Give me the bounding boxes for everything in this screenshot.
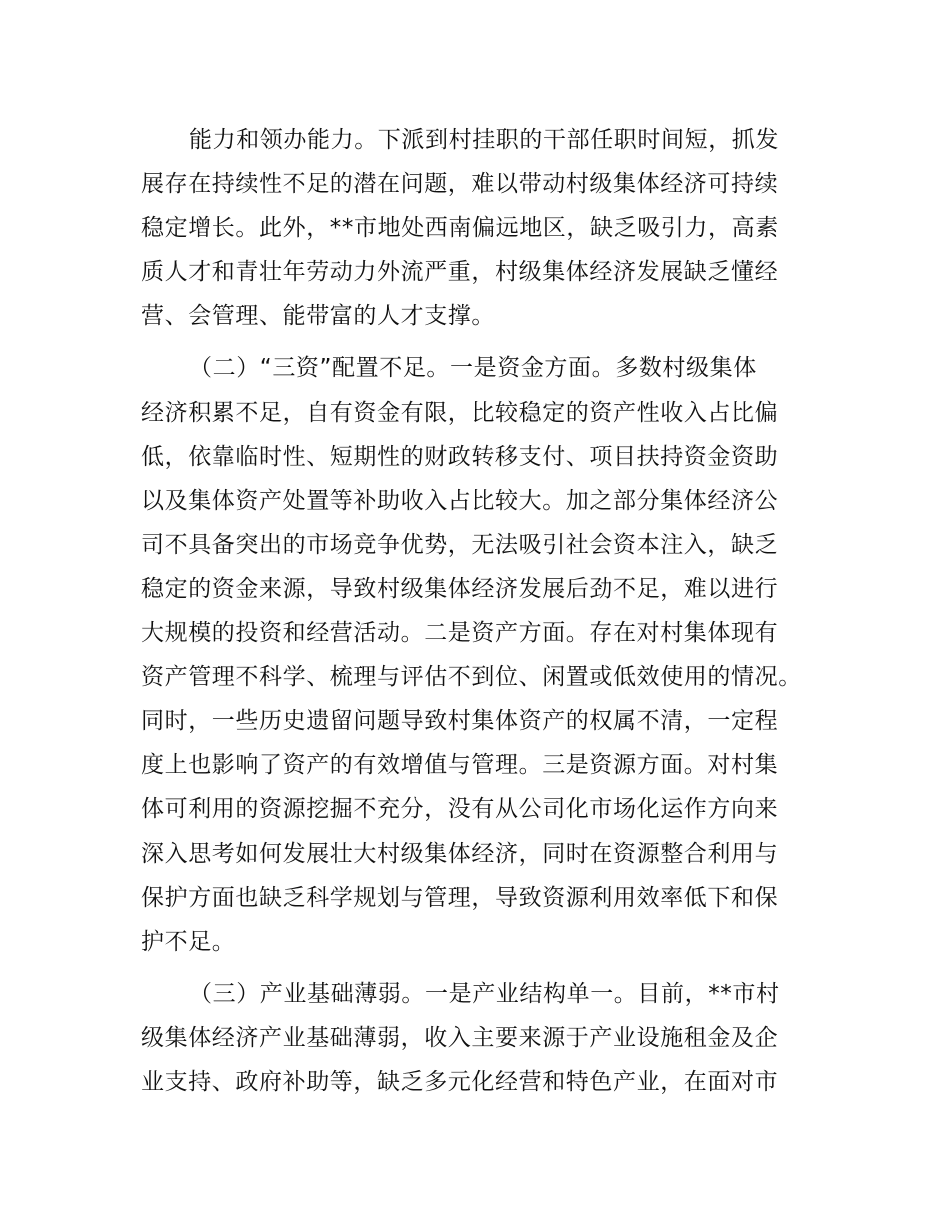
paragraph-industry-foundation (141, 972, 811, 1104)
text-line: 稳定增长。此外，**市地处西南偏远地区，缺乏吸引力，高素 (141, 215, 779, 242)
text-line: 能力和领办能力。下派到村挂职的干部任职时间短，抓发 (189, 127, 779, 153)
text-line: 体可利用的资源挖掘不充分，没有从公司化市场化运作方向来 (141, 796, 779, 823)
text-line: 大规模的投资和经营活动。二是资产方面。存在对村集体现有 (141, 620, 779, 647)
section-heading-line: （三）产业基础薄弱。一是产业结构单一。目前，**市村 (189, 980, 780, 1007)
text-line: 低，依靠临时性、短期性的财政转移支付、项目扶持资金资助 (141, 443, 779, 470)
text-line: 展存在持续性不足的潜在问题，难以带动村级集体经济可持续 (141, 171, 779, 198)
text-line: 营、会管理、能带富的人才支撑。 (141, 303, 495, 330)
paragraph-gap (141, 338, 811, 346)
text-line: 度上也影响了资产的有效增值与管理。三是资源方面。对村集 (141, 752, 779, 779)
text-line: 级集体经济产业基础薄弱，收入主要来源于产业设施租金及企 (141, 1024, 779, 1051)
text-line: 稳定的资金来源，导致村级集体经济发展后劲不足，难以进行 (141, 575, 779, 602)
text-line: 以及集体资产处置等补助收入占比较大。加之部分集体经济公 (141, 487, 779, 514)
text-line: 同时，一些历史遗留问题导致村集体资产的权属不清，一定程 (141, 708, 779, 735)
text-line: 护不足。 (141, 928, 236, 955)
text-line: 深入思考如何发展壮大村级集体经济，同时在资源整合利用与 (141, 840, 779, 867)
text-line: 质人才和青壮年劳动力外流严重，村级集体经济发展缺乏懂经 (141, 259, 779, 286)
paragraph-three-resources (141, 346, 811, 963)
document-body (141, 118, 811, 1104)
paragraph-gap (141, 964, 811, 972)
text-line: 资产管理不科学、梳理与评估不到位、闲置或低效使用的情况。 (141, 664, 802, 691)
text-line: 司不具备突出的市场竞争优势，无法吸引社会资本注入，缺乏 (141, 531, 779, 558)
paragraph-talent-support (141, 118, 811, 338)
text-line: 经济积累不足，自有资金有限，比较稳定的资产性收入占比偏 (141, 399, 779, 426)
section-heading-line: （二）“三资”配置不足。一是资金方面。多数村级集体 (189, 355, 757, 382)
text-line: 保护方面也缺乏科学规划与管理，导致资源利用效率低下和保 (141, 884, 779, 911)
text-line: 业支持、政府补助等，缺乏多元化经营和特色产业，在面对市 (141, 1068, 779, 1095)
